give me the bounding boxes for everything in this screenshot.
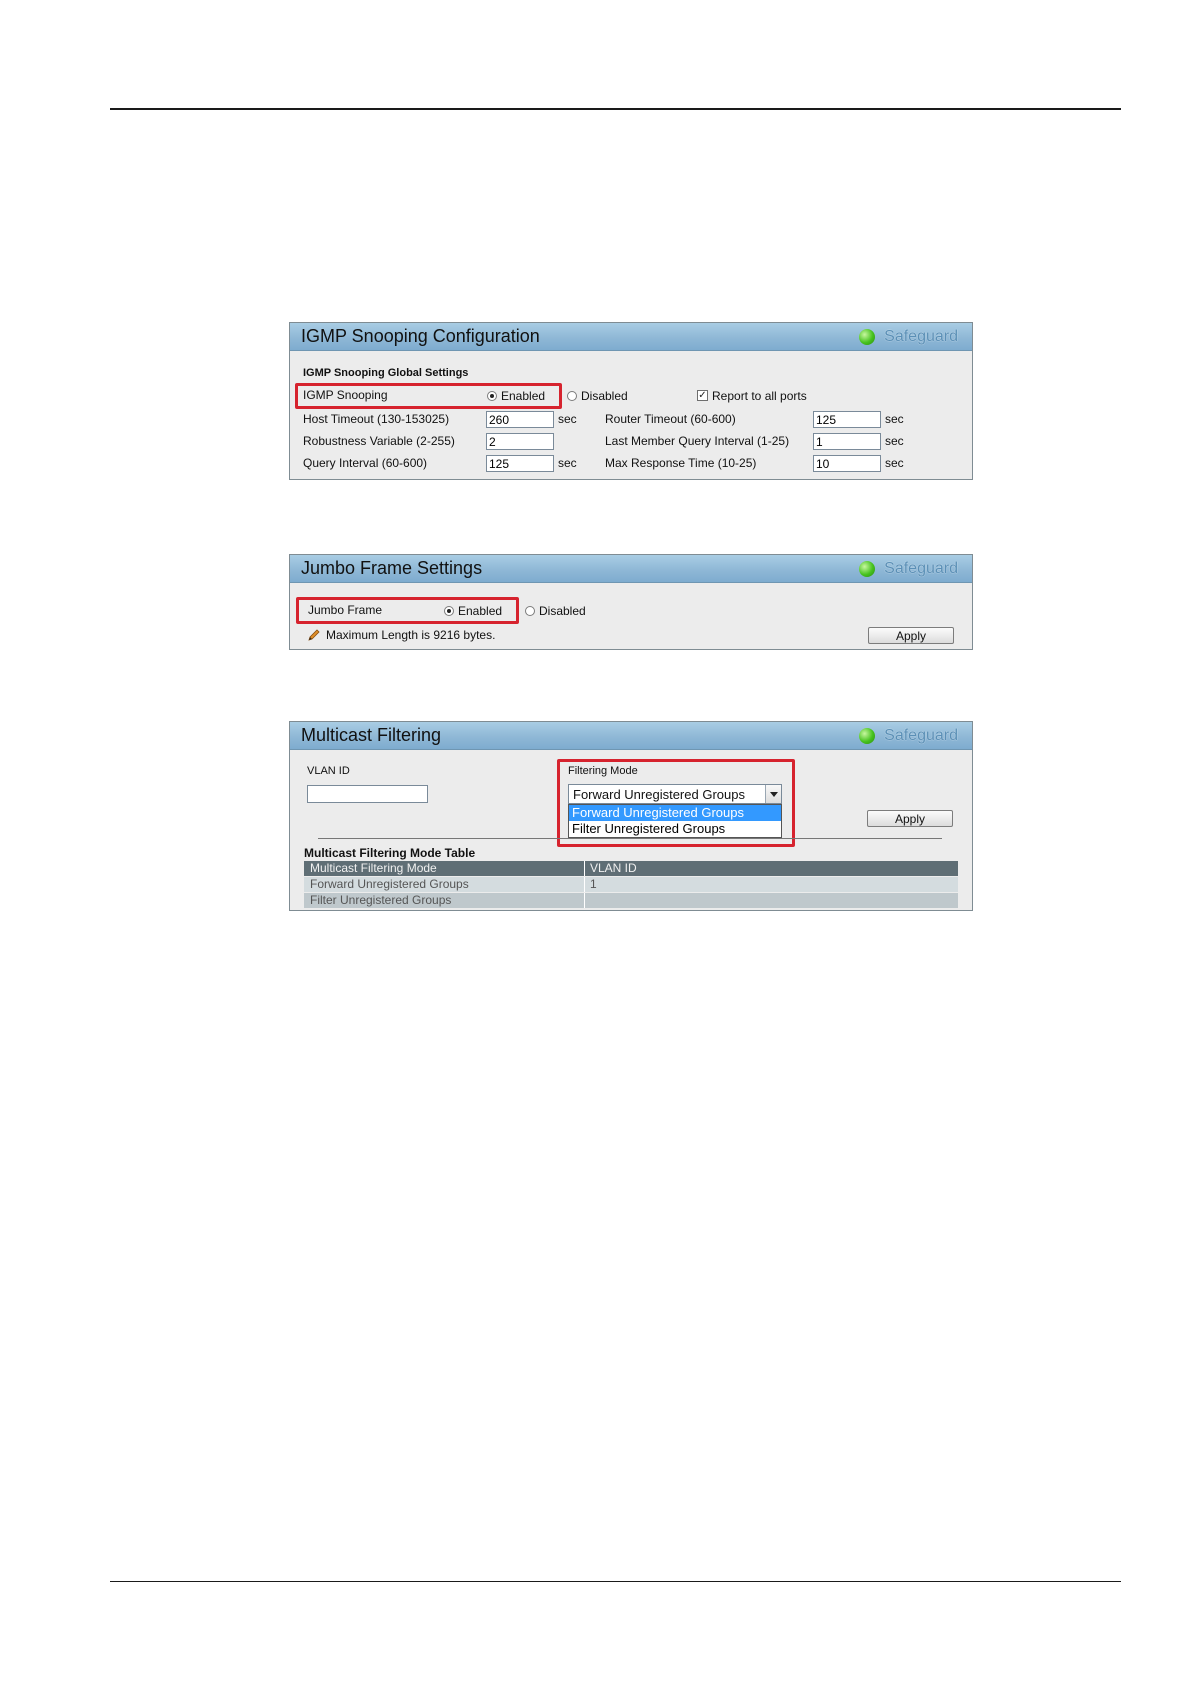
row-mode-cell: Forward Unregistered Groups	[310, 877, 469, 891]
table-header-row	[304, 861, 958, 876]
jumbo-frame-label: Jumbo Frame	[308, 603, 383, 617]
page-top-rule	[110, 108, 1121, 110]
igmp-enabled-label: Enabled	[501, 389, 546, 403]
last-member-query-label: Last Member Query Interval (1-25)	[605, 434, 790, 448]
filtering-mode-label: Filtering Mode	[568, 765, 638, 777]
router-timeout-unit: sec	[885, 412, 904, 426]
igmp-snooping-label: IGMP Snooping	[303, 388, 388, 402]
jumbo-disabled-radio[interactable]	[525, 606, 535, 616]
safeguard-indicator	[884, 560, 958, 578]
page-bottom-rule	[110, 1581, 1121, 1582]
column-header-mode: Multicast Filtering Mode	[310, 861, 437, 875]
safeguard-status-icon	[859, 728, 875, 744]
router-timeout-label: Router Timeout (60-600)	[605, 412, 736, 426]
jumbo-apply-button[interactable]: Apply	[868, 627, 954, 644]
max-response-input[interactable]: 10	[813, 455, 881, 472]
safeguard-label: Safeguard	[884, 727, 958, 744]
igmp-disabled-label: Disabled	[581, 389, 628, 403]
safeguard-status-icon	[859, 561, 875, 577]
multicast-panel-title: Multicast Filtering	[301, 725, 442, 745]
multicast-mode-table	[304, 861, 958, 908]
section-divider	[318, 838, 942, 839]
option-forward-unregistered[interactable]: Forward Unregistered Groups	[569, 805, 781, 821]
report-all-ports-label: Report to all ports	[712, 389, 807, 403]
robustness-input[interactable]: 2	[486, 433, 554, 450]
vlan-id-label: VLAN ID	[307, 765, 350, 777]
jumbo-enabled-label: Enabled	[458, 604, 503, 618]
host-timeout-unit: sec	[558, 412, 577, 426]
igmp-panel-header	[290, 323, 972, 351]
pencil-icon	[307, 628, 321, 642]
query-interval-label: Query Interval (60-600)	[303, 456, 428, 470]
igmp-disabled-radio[interactable]	[567, 391, 577, 401]
safeguard-status-icon	[859, 329, 875, 345]
jumbo-frame-panel	[289, 554, 973, 650]
query-interval-input[interactable]: 125	[486, 455, 554, 472]
max-response-label: Max Response Time (10-25)	[605, 456, 757, 470]
jumbo-panel-title: Jumbo Frame Settings	[301, 558, 483, 578]
query-interval-unit: sec	[558, 456, 577, 470]
router-timeout-input[interactable]: 125	[813, 411, 881, 428]
host-timeout-label: Host Timeout (130-153025)	[303, 412, 450, 426]
igmp-snooping-panel	[289, 322, 973, 480]
igmp-snooping-highlight-box	[295, 383, 562, 409]
mode-table-title: Multicast Filtering Mode Table	[304, 846, 476, 860]
last-member-query-unit: sec	[885, 434, 904, 448]
row-mode-cell: Filter Unregistered Groups	[310, 893, 452, 907]
jumbo-panel-header	[290, 555, 972, 583]
filtering-mode-value: Forward Unregistered Groups	[573, 787, 745, 802]
column-header-vlan: VLAN ID	[590, 861, 637, 875]
multicast-panel-header	[290, 722, 972, 750]
jumbo-disabled-label: Disabled	[539, 604, 586, 618]
igmp-panel-title: IGMP Snooping Configuration	[301, 326, 540, 346]
last-member-query-input[interactable]: 1	[813, 433, 881, 450]
robustness-label: Robustness Variable (2-255)	[303, 434, 455, 448]
table-row	[304, 893, 958, 908]
safeguard-label: Safeguard	[884, 328, 958, 345]
igmp-global-settings-heading: IGMP Snooping Global Settings	[303, 367, 469, 379]
report-all-ports-checkbox[interactable]: ✓	[698, 390, 707, 401]
max-length-note: Maximum Length is 9216 bytes.	[326, 628, 496, 642]
host-timeout-input[interactable]: 260	[486, 411, 554, 428]
option-filter-unregistered[interactable]: Filter Unregistered Groups	[572, 821, 726, 836]
table-row	[304, 877, 958, 892]
safeguard-label: Safeguard	[884, 560, 958, 577]
multicast-apply-button[interactable]: Apply	[867, 810, 953, 827]
multicast-filtering-panel	[289, 721, 973, 911]
vlan-id-input[interactable]	[307, 785, 428, 803]
row-vlan-cell	[584, 893, 958, 908]
safeguard-indicator	[884, 727, 958, 745]
row-vlan-cell: 1	[590, 877, 597, 891]
jumbo-frame-highlight-box	[296, 597, 519, 624]
safeguard-indicator	[884, 328, 958, 346]
filtering-mode-highlight-box	[557, 759, 795, 847]
max-response-unit: sec	[885, 456, 904, 470]
